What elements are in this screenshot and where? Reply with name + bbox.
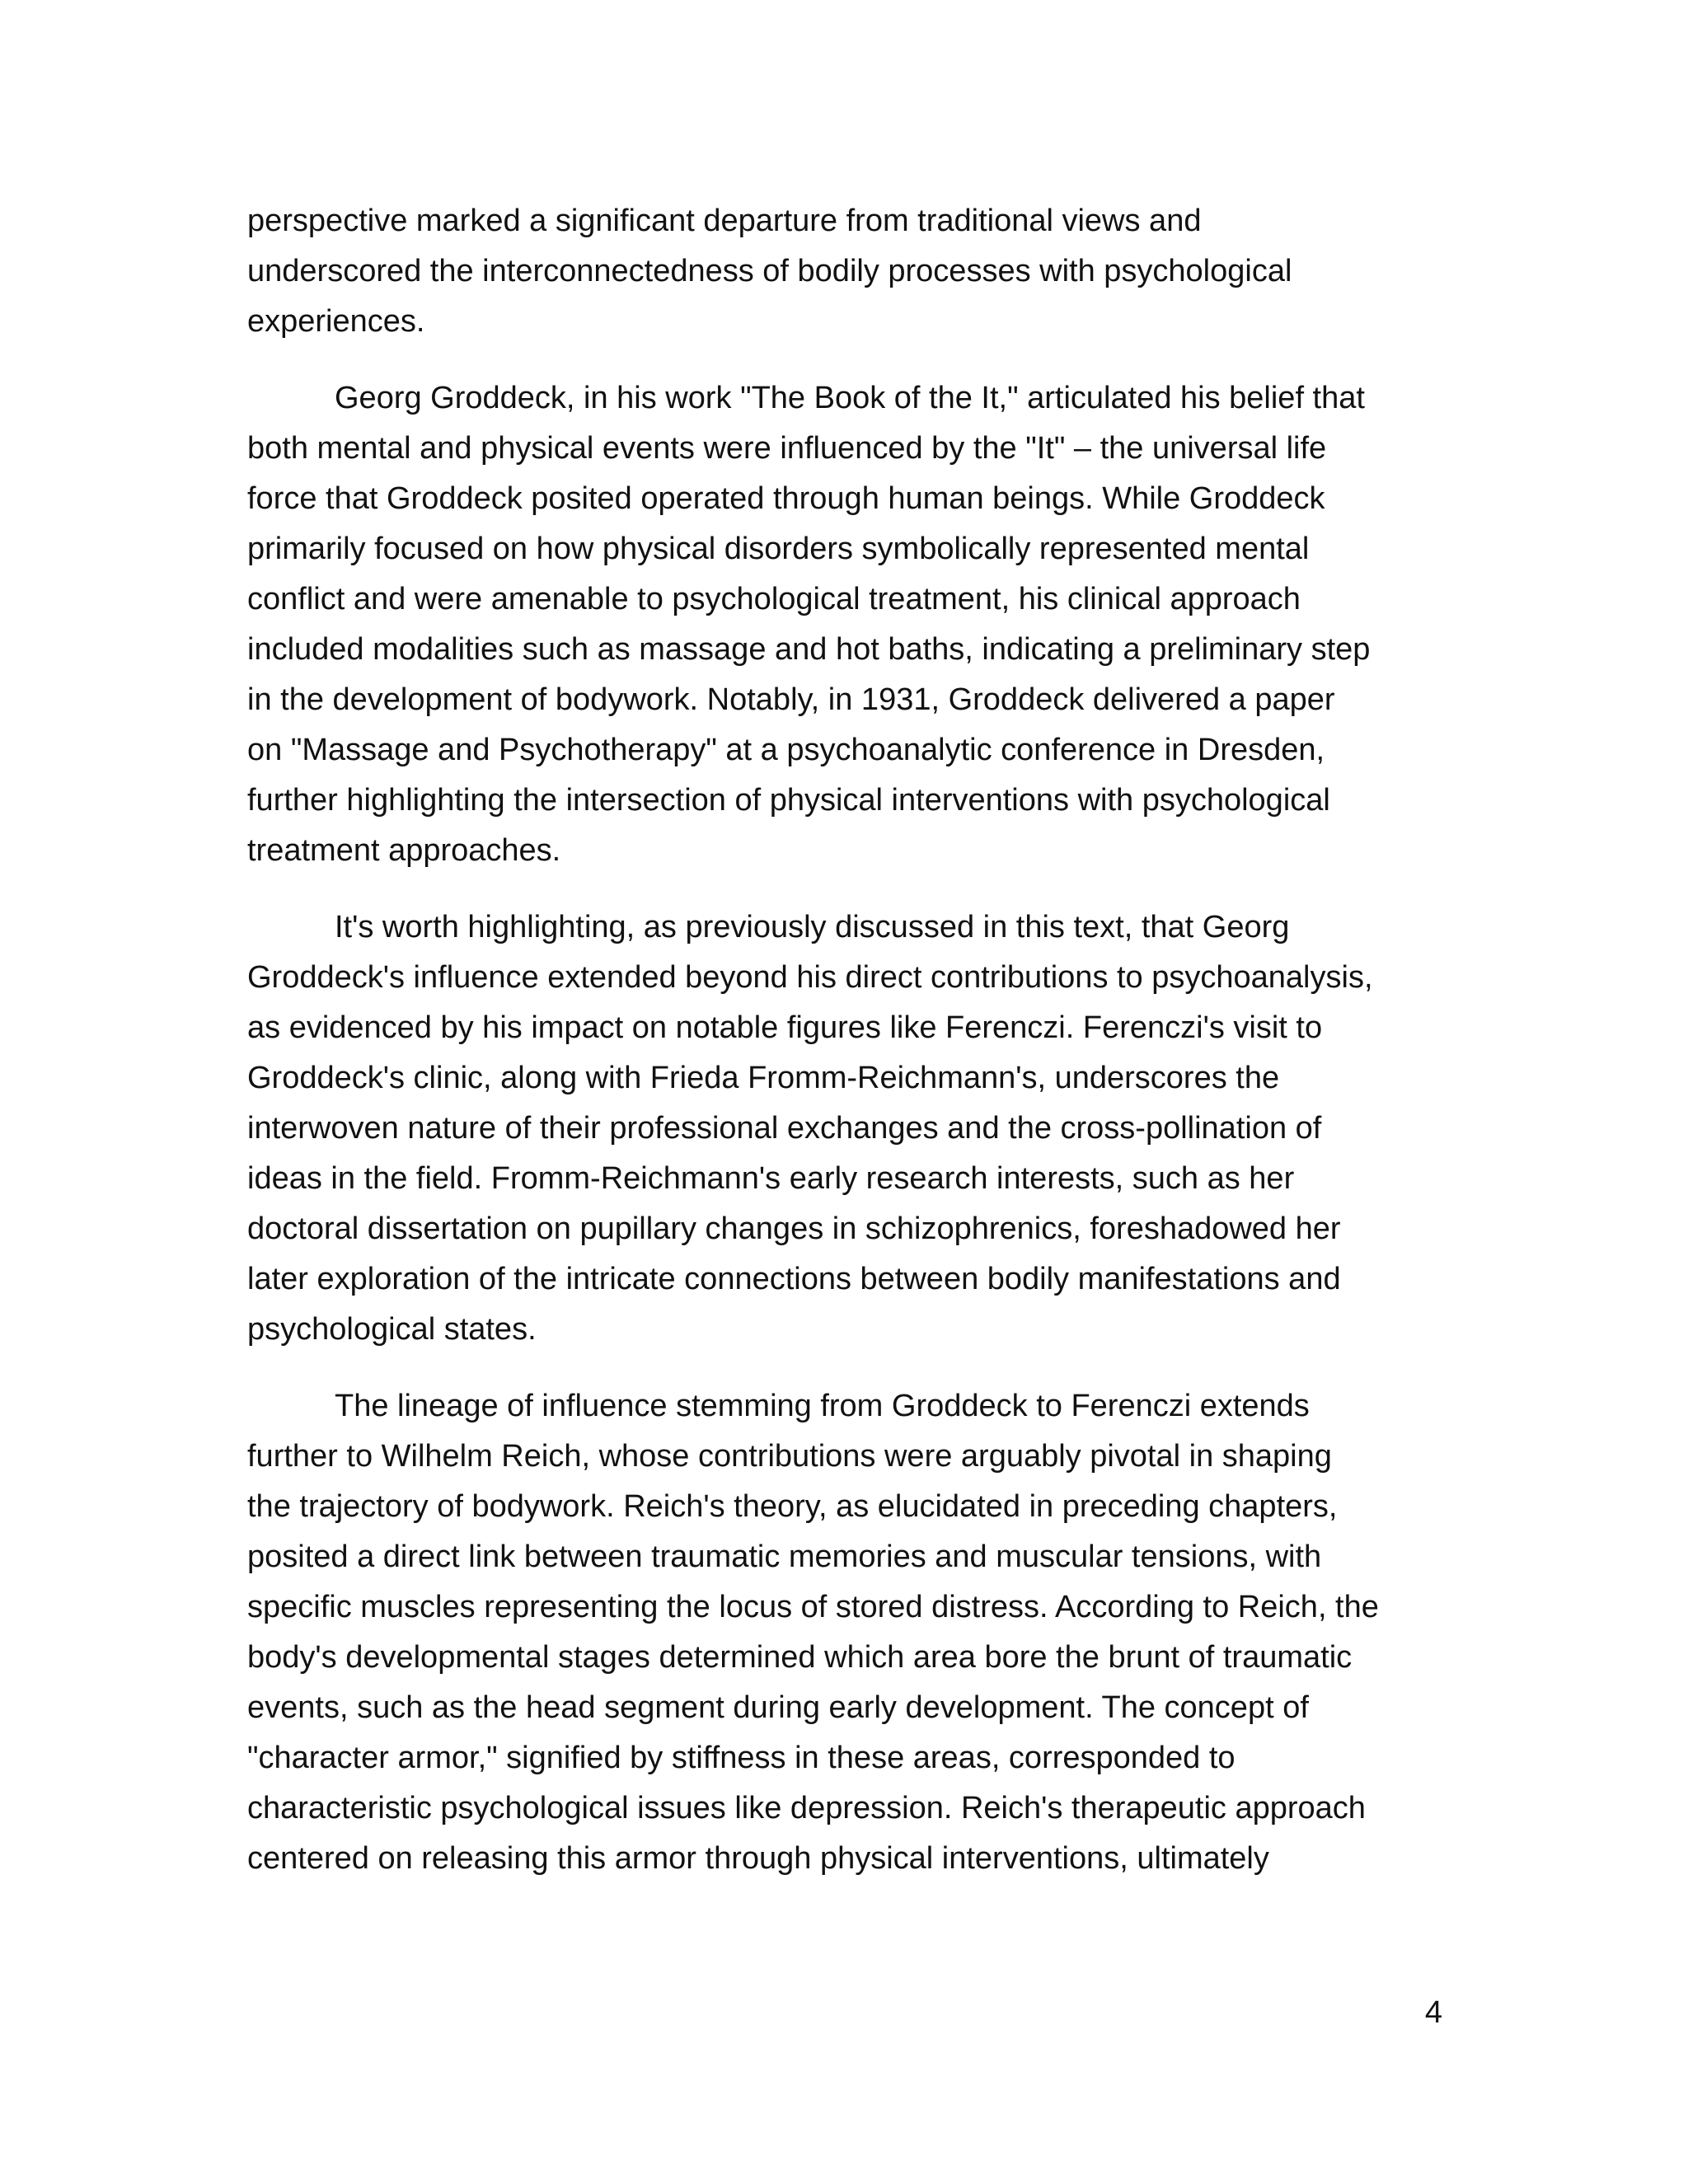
text-line: ideas in the field. Fromm-Reichmann's early research interests, such as her: [247, 1161, 1295, 1196]
text-line: conflict and were amenable to psychological treatment, his clinical approach: [247, 582, 1301, 616]
text-line: "character armor," signified by stiffness in these areas, corresponded to: [247, 1741, 1236, 1775]
text-line: psychological states.: [247, 1312, 537, 1347]
text-line: It's worth highlighting, as previously discussed in this text, that Georg: [335, 910, 1290, 944]
text-line: Groddeck's clinic, along with Frieda Fromm-Reichmann's, underscores the: [247, 1061, 1280, 1095]
text-line: in the development of bodywork. Notably, in 1931, Groddeck delivered a paper: [247, 682, 1335, 717]
text-line: underscored the interconnectedness of bodily processes with psychological: [247, 254, 1292, 288]
text-line: Georg Groddeck, in his work "The Book of the It," articulated his belief that: [335, 381, 1365, 415]
text-line: force that Groddeck posited operated through human beings. While Groddeck: [247, 481, 1325, 516]
text-line: both mental and physical events were influenced by the "It" – the universal life: [247, 431, 1327, 466]
text-line: The lineage of influence stemming from Groddeck to Ferenczi extends: [335, 1389, 1310, 1423]
text-line: doctoral dissertation on pupillary changes in schizophrenics, foreshadowed her: [247, 1212, 1341, 1246]
text-line: posited a direct link between traumatic memories and muscular tensions, with: [247, 1540, 1322, 1574]
paragraph: [247, 902, 1444, 1355]
text-line: body's developmental stages determined which area bore the brunt of traumatic: [247, 1640, 1353, 1675]
text-line: further to Wilhelm Reich, whose contributions were arguably pivotal in shaping: [247, 1439, 1332, 1474]
text-line: experiences.: [247, 304, 425, 339]
text-line: characteristic psychological issues like depression. Reich's therapeutic approach: [247, 1791, 1366, 1825]
text-line: treatment approaches.: [247, 833, 561, 868]
text-line: included modalities such as massage and hot baths, indicating a preliminary step: [247, 632, 1371, 667]
text-line: Groddeck's influence extended beyond his direct contributions to psychoanalysis,: [247, 960, 1373, 995]
page-number: 4: [1424, 1995, 1442, 2030]
text-line: interwoven nature of their professional exchanges and the cross-pollination of: [247, 1111, 1322, 1146]
text-line: further highlighting the intersection of physical interventions with psychological: [247, 783, 1330, 818]
paragraph: [247, 373, 1444, 876]
text-line: perspective marked a significant departure from traditional views and: [247, 204, 1202, 238]
paragraph: [247, 196, 1444, 347]
text-line: specific muscles representing the locus of stored distress. According to Reich, the: [247, 1590, 1379, 1624]
text-line: as evidenced by his impact on notable figures like Ferenczi. Ferenczi's visit to: [247, 1010, 1323, 1045]
body-text: [247, 196, 1444, 1910]
text-line: later exploration of the intricate connections between bodily manifestations and: [247, 1262, 1341, 1296]
text-line: events, such as the head segment during early development. The concept of: [247, 1690, 1309, 1725]
paragraph: [247, 1381, 1444, 1884]
text-line: on "Massage and Psychotherapy" at a psychoanalytic conference in Dresden,: [247, 733, 1325, 767]
text-line: centered on releasing this armor through physical interventions, ultimately: [247, 1841, 1269, 1876]
text-line: the trajectory of bodywork. Reich's theory, as elucidated in preceding chapters,: [247, 1489, 1338, 1524]
text-line: primarily focused on how physical disorders symbolically represented mental: [247, 532, 1310, 566]
